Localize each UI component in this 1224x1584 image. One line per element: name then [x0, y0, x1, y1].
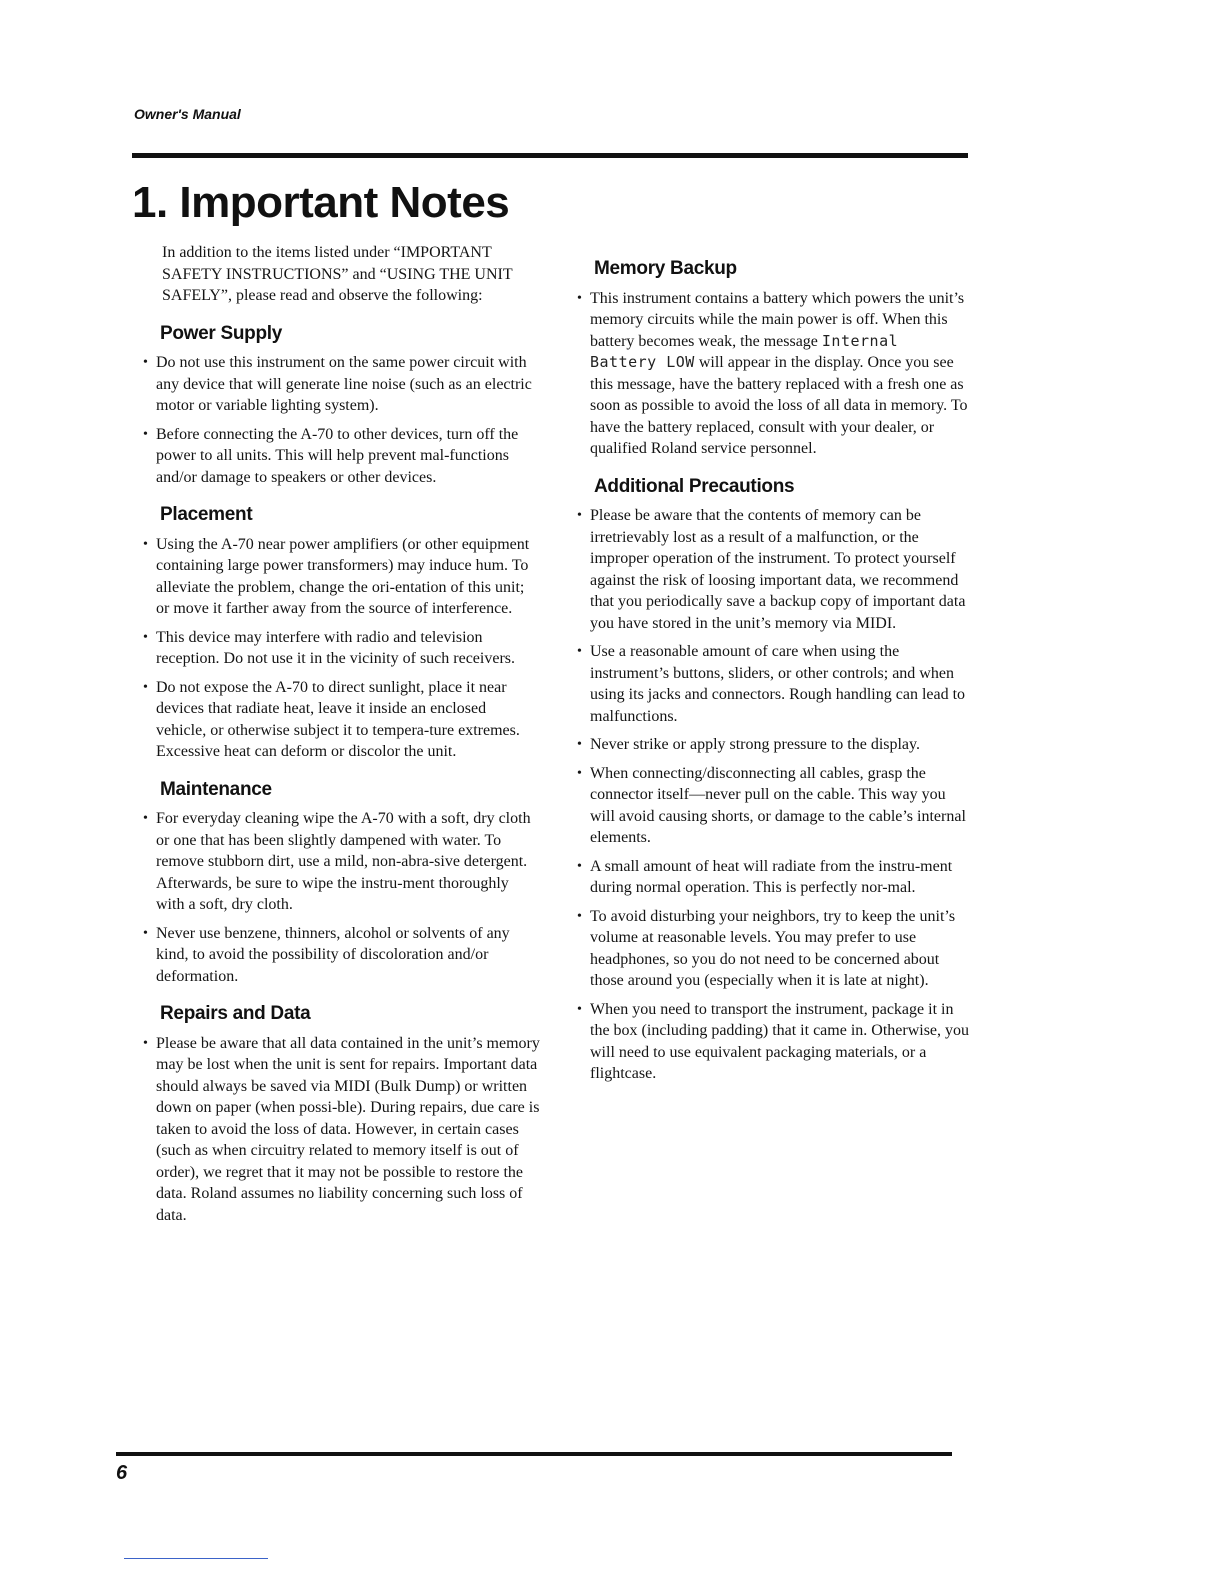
- bullet-icon: •: [577, 508, 582, 523]
- bullet-icon: •: [143, 355, 148, 370]
- list-item: [140, 627, 540, 670]
- list-item-text: Please be aware that all data contained in the unit’s memory may be lost when the unit is sent for repairs. Important data should always be saved via MIDI (Bulk Dump) or written down on paper (when possi-ble). During repairs, due care is taken to avoid the loss of data. However, in certain cases (such as when circuitry related to memory itself is out of order), we regret that it may not be possible to restore the data. Roland assumes no liability concerning such loss of data.: [156, 1034, 540, 1224]
- list-item: [140, 923, 540, 988]
- memory-backup-list: [574, 288, 974, 460]
- list-item-text: This device may interfere with radio and television reception. Do not use it in the vicinity of such receivers.: [156, 628, 516, 667]
- list-item: [574, 856, 974, 899]
- list-item: [140, 352, 540, 417]
- bullet-icon: •: [577, 908, 582, 924]
- bullet-icon: •: [577, 644, 582, 659]
- list-item: [574, 763, 974, 849]
- section-heading-repairs-and-data: Repairs and Data: [160, 1003, 311, 1024]
- bullet-icon: •: [577, 1001, 582, 1017]
- section-heading-memory-backup: Memory Backup: [594, 258, 737, 279]
- list-item: [140, 808, 540, 916]
- list-item-text: Using the A-70 near power amplifiers (or other equipment containing large power transformers) may induce hum. To alleviate the problem, change the ori-entation of this unit; or move it farther away from the source of interference.: [156, 535, 530, 617]
- running-head: Owner's Manual: [134, 106, 241, 122]
- list-item: [574, 641, 974, 727]
- section-heading-placement: Placement: [160, 504, 253, 525]
- list-item: [574, 999, 974, 1085]
- list-item-text: A small amount of heat will radiate from the instru-ment during normal operation. This is perfectly nor-mal.: [590, 857, 953, 896]
- list-item-text: Please be aware that the contents of memory can be irretrievably lost as a result of a malfunction, or the improper operation of the instrument. To protect yourself against the risk of loosing important data, we recommend that you periodically save a backup copy of important data you have stored in the unit’s memory via MIDI.: [590, 507, 966, 632]
- page-number: 6: [116, 1462, 128, 1484]
- bullet-icon: •: [143, 1035, 148, 1051]
- bullet-icon: •: [143, 811, 148, 826]
- maintenance-list: [140, 808, 540, 987]
- page-edge-line: [124, 1558, 268, 1559]
- power-supply-list: [140, 352, 540, 488]
- list-item-text: Use a reasonable amount of care when using the instrument’s buttons, sliders, or other controls; and when using its jacks and connectors. Rough handling can lead to malfunctions.: [590, 643, 966, 725]
- bullet-icon: •: [143, 925, 148, 941]
- right-column: [574, 258, 974, 1101]
- list-item: [574, 906, 974, 992]
- footer-rule: [116, 1452, 952, 1456]
- bullet-icon: •: [143, 629, 148, 645]
- placement-list: [140, 534, 540, 763]
- bullet-icon: •: [143, 679, 148, 695]
- list-item-text: When connecting/disconnecting all cables, grasp the connector itself—never pull on the cable. This way you will avoid causing shorts, or damage to the cable’s internal elements.: [590, 764, 966, 846]
- bullet-icon: •: [143, 536, 148, 552]
- header-rule: [132, 153, 968, 158]
- section-heading-maintenance: Maintenance: [160, 778, 272, 800]
- left-column: [140, 242, 540, 1242]
- list-item-text: To avoid disturbing your neighbors, try to keep the unit’s volume at reasonable levels. You may prefer to use headphones, so you do not need to be concerned about those around you (especially when it is late at night).: [590, 907, 956, 989]
- intro-paragraph: In addition to the items listed under “IMPORTANT SAFETY INSTRUCTIONS” and “USING THE UNIT SAFELY”, please read and observe the following:: [162, 244, 513, 304]
- list-item: [140, 1033, 540, 1227]
- additional-precautions-list: [574, 505, 974, 1085]
- list-item-text: For everyday cleaning wipe the A-70 with a soft, dry cloth or one that has been slightly dampened with water. To remove stubborn dirt, use a mild, non-abra-sive detergent. Afterwards, be sure to wipe the instru-ment thoroughly with a soft, dry cloth.: [156, 810, 531, 913]
- bullet-icon: •: [577, 737, 582, 752]
- list-item: [574, 505, 974, 634]
- list-item-text: Before connecting the A-70 to other devices, turn off the power to all units. This will help prevent mal-functions and/or damage to speakers or other devices.: [156, 425, 519, 486]
- section-heading-power-supply: Power Supply: [160, 322, 283, 344]
- list-item-text: Do not expose the A-70 to direct sunlight, place it near devices that radiate heat, leave it inside an enclosed vehicle, or otherwise subject it to tempera-ture extremes. Excessive heat can deform or discolor the unit.: [156, 678, 520, 760]
- bullet-icon: •: [577, 858, 582, 874]
- chapter-title: 1. Important Notes: [132, 178, 510, 227]
- list-item: [140, 677, 540, 763]
- list-item-text: Do not use this instrument on the same power circuit with any device that will generate line noise (such as an electric motor or variable lighting system).: [156, 354, 532, 414]
- list-item-text-before: This instrument contains a battery which powers the unit’s memory circuits while the main power is off. When this battery becomes weak, the message: [590, 289, 965, 350]
- list-item: [574, 288, 974, 460]
- list-item: [574, 734, 974, 756]
- bullet-icon: •: [577, 765, 582, 781]
- list-item-text: Never use benzene, thinners, alcohol or solvents of any kind, to avoid the possibility of discoloration and/or deformation.: [156, 924, 510, 985]
- list-item: [140, 534, 540, 620]
- list-item-text-after: will appear in the display. Once you see this message, have the battery replaced with a fresh one as soon as possible to avoid the loss of all data in memory. To have the battery replaced, consult with your dealer, or qualified Roland service personnel.: [590, 354, 968, 457]
- bullet-icon: •: [577, 290, 582, 306]
- repairs-and-data-list: [140, 1033, 540, 1227]
- list-item-text: When you need to transport the instrument, package it in the box (including padding) that it came in. Otherwise, you will need to use equivalent packaging materials, or a flightcase.: [590, 1000, 970, 1082]
- list-item-text: Never strike or apply strong pressure to the display.: [590, 736, 920, 753]
- list-item: [140, 424, 540, 489]
- bullet-icon: •: [143, 426, 148, 442]
- section-heading-additional-precautions: Additional Precautions: [594, 475, 795, 497]
- lcd-message: Internal Battery LOW: [590, 331, 899, 371]
